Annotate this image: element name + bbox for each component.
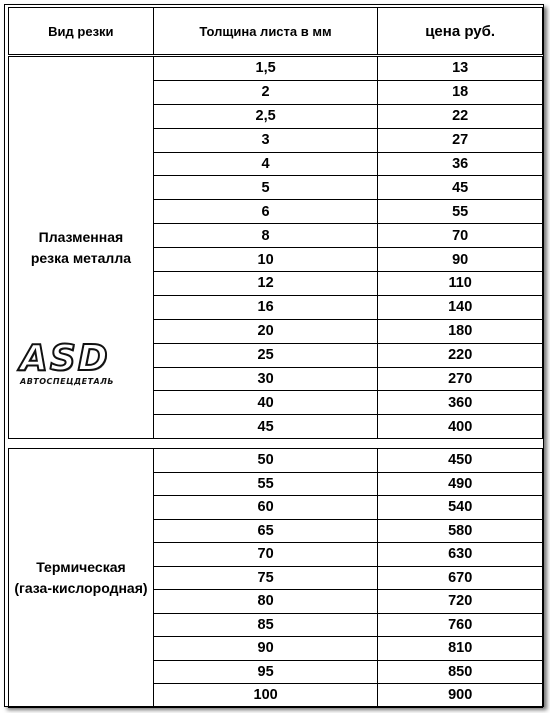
price-cell: 810 [378,637,543,661]
price-cell: 220 [378,343,543,367]
header-row [9,8,543,55]
price-cell: 360 [378,391,543,415]
table-row [9,449,543,473]
thickness-cell: 70 [153,543,377,567]
thermal-label-line2: (газа-кислородная) [14,579,148,596]
thickness-cell: 25 [153,343,377,367]
thickness-cell: 5 [153,176,377,200]
thickness-cell: 1,5 [153,57,377,81]
price-cell: 180 [378,319,543,343]
price-cell: 760 [378,613,543,637]
thermal-label-line1: Термическая [36,559,126,576]
price-cell: 22 [378,104,543,128]
thickness-cell: 30 [153,367,377,391]
plasma-label-line2: резка металла [30,249,131,266]
thickness-cell: 20 [153,319,377,343]
price-cell: 540 [378,496,543,520]
price-cell: 720 [378,590,543,614]
price-cell: 27 [378,128,543,152]
price-cell: 36 [378,152,543,176]
thickness-cell: 75 [153,566,377,590]
header-cutting-type: Вид резки [9,8,154,55]
table-row [9,57,543,81]
price-table-frame [4,4,544,707]
thickness-cell: 60 [153,496,377,520]
price-cell: 450 [378,449,543,473]
price-cell: 45 [378,176,543,200]
thickness-cell: 16 [153,295,377,319]
header-thickness: Толщина листа в мм [153,8,378,55]
price-cell: 140 [378,295,543,319]
thickness-cell: 50 [153,449,377,473]
price-cell: 900 [378,684,543,708]
price-cell: 490 [378,472,543,496]
thickness-cell: 85 [153,613,377,637]
thickness-cell: 8 [153,224,377,248]
logo-main-text: ASD [20,338,110,379]
thickness-cell: 6 [153,200,377,224]
thermal-cutting-type-cell [9,449,154,708]
thickness-cell: 2,5 [153,104,377,128]
price-cell: 580 [378,519,543,543]
thickness-cell: 10 [153,248,377,272]
thickness-cell: 95 [153,660,377,684]
thickness-cell: 12 [153,272,377,296]
logo-sub-text: АВТОСПЕЦДЕТАЛЬ [20,377,114,386]
thickness-cell: 4 [153,152,377,176]
thickness-cell: 55 [153,472,377,496]
price-cell: 400 [378,415,543,439]
thickness-cell: 65 [153,519,377,543]
thermal-cutting-table [8,448,543,708]
price-cell: 70 [378,224,543,248]
price-cell: 13 [378,57,543,81]
thickness-cell: 100 [153,684,377,708]
thickness-cell: 40 [153,391,377,415]
price-cell: 670 [378,566,543,590]
plasma-label-line1: Плазменная [38,229,124,246]
price-cell: 110 [378,272,543,296]
header-price: цена руб. [378,8,543,55]
header-table [8,7,543,55]
price-cell: 850 [378,660,543,684]
thickness-cell: 90 [153,637,377,661]
price-cell: 18 [378,80,543,104]
thickness-cell: 45 [153,415,377,439]
thickness-cell: 3 [153,128,377,152]
thickness-cell: 2 [153,80,377,104]
price-cell: 90 [378,248,543,272]
price-cell: 630 [378,543,543,567]
price-cell: 55 [378,200,543,224]
asd-logo [20,338,130,386]
price-cell: 270 [378,367,543,391]
thickness-cell: 80 [153,590,377,614]
